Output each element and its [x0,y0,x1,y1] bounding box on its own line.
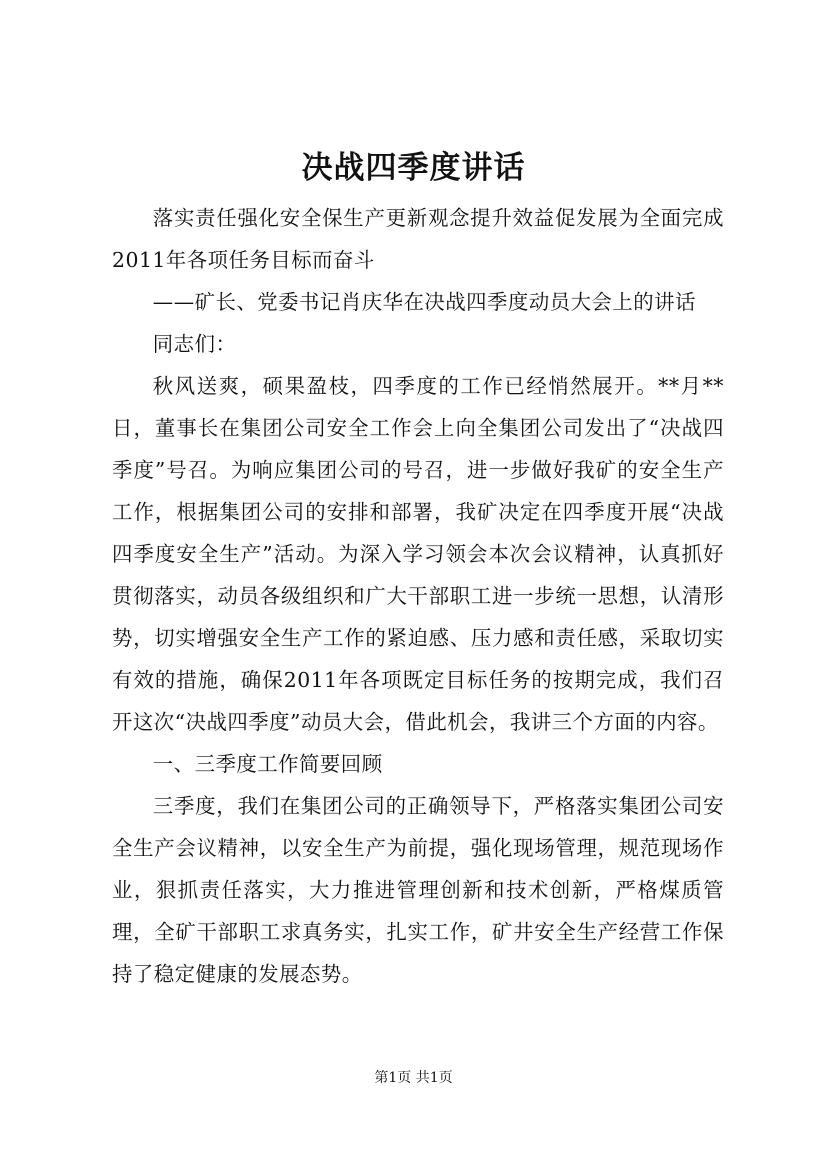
body-paragraph: 秋风送爽，硕果盈枝，四季度的工作已经悄然展开。**月**日，董事长在集团公司安全工作会上向全集团公司发出了“决战四季度”号召。为响应集团公司的号召，进一步做好我矿的安全生产工作，根据集团公司的安排和部署，我矿决定在四季度开展“决战四季度安全生产”活动。为深入学习领会本次会议精神，认真抓好贯彻落实，动员各级组织和广大干部职工进一步统一思想，认清形势，切实增强安全生产工作的紧迫感、压力感和责任感，采取切实有效的措施，确保2011年各项既定目标任务的按期完成，我们召开这次“决战四季度”动员大会，借此机会，我讲三个方面的内容。 [112,374,724,734]
document-title: 决战四季度讲话 [301,150,526,186]
section-heading: 一、三季度工作简要回顾 [152,752,383,776]
salutation: 同志们： [152,332,237,356]
document-body [112,197,724,995]
page-footer: 第1页 共1页 [374,1070,453,1086]
subtitle-paragraph: 落实责任强化安全保生产更新观念提升效益促发展为全面完成2011年各项任务目标而奋斗 [112,206,724,272]
speaker-line: ——矿长、党委书记肖庆华在决战四季度动员大会上的讲话 [152,290,696,314]
body-paragraph: 三季度，我们在集团公司的正确领导下，严格落实集团公司安全生产会议精神，以安全生产为前提，强化现场管理，规范现场作业，狠抓责任落实，大力推进管理创新和技术创新，严格煤质管理，全矿干部职工求真务实，扎实工作，矿井安全生产经营工作保持了稳定健康的发展态势。 [112,794,724,986]
